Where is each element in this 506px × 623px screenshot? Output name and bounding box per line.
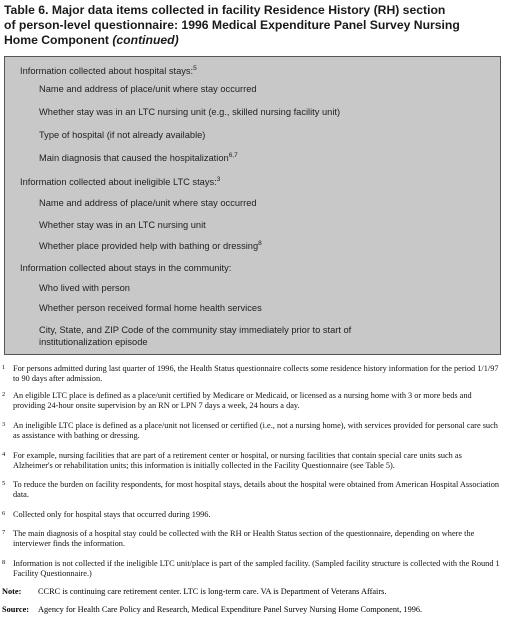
list-item: City, State, and ZIP Code of the community stay immediately prior to start of	[39, 325, 352, 335]
list-item: Whether place provided help with bathing or dressing$^8$	[39, 239, 262, 251]
list-item: institutionalization episode	[39, 337, 148, 347]
list-item: Name and address of place/unit where stay occurred	[39, 84, 257, 94]
list-item: Main diagnosis that caused the hospitalization$^{6,7}$	[39, 151, 238, 163]
section-community-stays: Information collected about stays in the community:	[20, 263, 232, 273]
title-line-2: of person-level questionnaire: 1996 Medical Expenditure Panel Survey Nursing	[4, 18, 460, 32]
title-line-1: Table 6. Major data items collected in facility Residence History (RH) section	[4, 3, 446, 17]
title-line-3	[4, 33, 504, 48]
list-item: Who lived with person	[39, 283, 130, 293]
title-continued: (continued)	[112, 33, 179, 47]
list-item: Name and address of place/unit where stay occurred	[39, 198, 257, 208]
table-title	[4, 3, 504, 48]
section-hospital-stays: Information collected about hospital stays:$^5$	[20, 64, 197, 76]
data-items-box	[4, 56, 501, 355]
list-item: Whether person received formal home health services	[39, 303, 262, 313]
list-item: Whether stay was in an LTC nursing unit (e.g., skilled nursing facility unit)	[39, 107, 341, 117]
title-line-3-text: Home Component	[4, 33, 109, 47]
list-item: Whether stay was in an LTC nursing unit	[39, 220, 206, 230]
section-ineligible-ltc-stays: Information collected about ineligible LTC stays:$^3$	[20, 175, 221, 187]
list-item: Type of hospital (if not already available)	[39, 130, 206, 140]
